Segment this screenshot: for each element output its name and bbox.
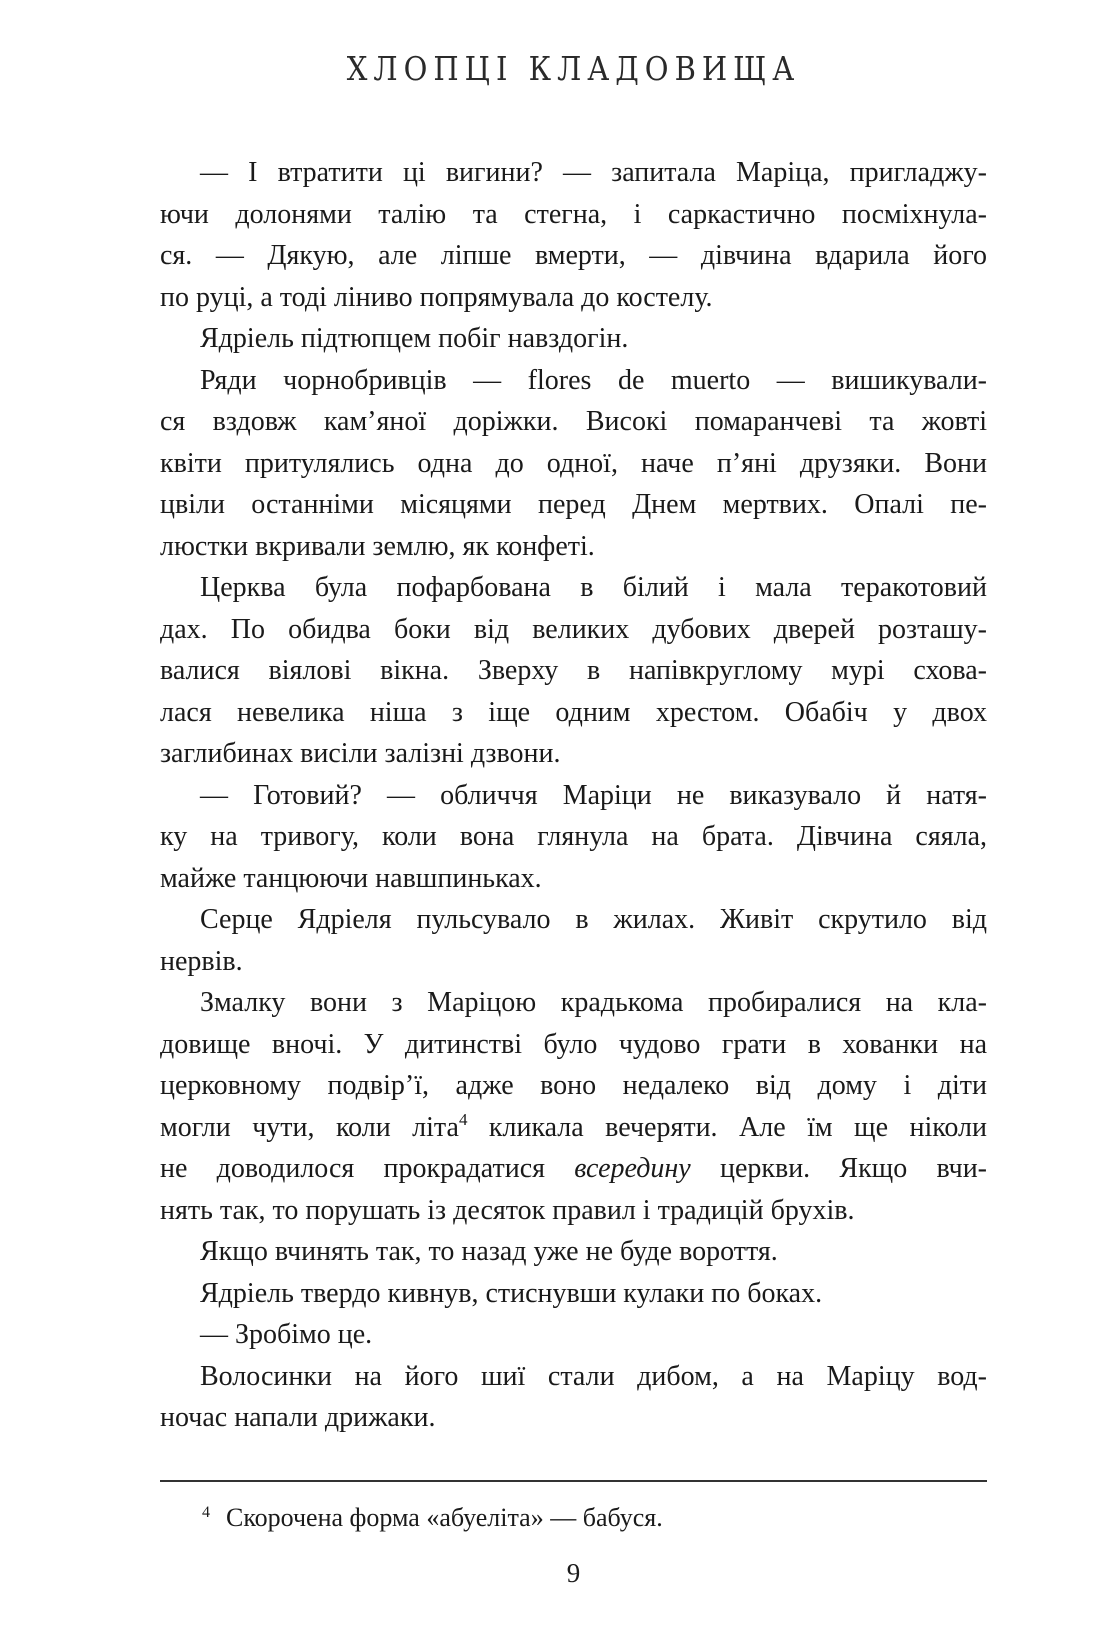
- footnote: [160, 1503, 987, 1533]
- text-line: довище вночі. У дитинстві було чудово грати в хованки на: [160, 1028, 987, 1060]
- text-line: — Зробімо це.: [200, 1319, 373, 1350]
- text-line: майже танцюючи навшпиньках.: [160, 862, 542, 894]
- text-line: ночас напали дрижаки.: [160, 1402, 436, 1433]
- text-line: лася невелика ніша з іще одним хрестом. Обабіч у двох: [160, 696, 987, 728]
- footnote-text: Скорочена форма «абуеліта» — бабуся.: [226, 1503, 663, 1532]
- text-line: Волосинки на його шиї стали дибом, а на Маріцу вод-: [200, 1360, 987, 1392]
- text-line: ся. — Дякую, але ліпше вмерти, — дівчина вдарила його: [160, 240, 987, 271]
- text-line: Якщо вчинять так, то назад уже не буде вороття.: [200, 1236, 778, 1267]
- text-line: Церква була пофарбована в білий і мала теракотовий: [200, 572, 987, 603]
- text-line: квіти притулялись одна до одної, наче п’яні друзяки. Вони: [160, 447, 987, 479]
- text-line: нять так, то порушать із десяток правил і традицій брухів.: [160, 1194, 855, 1226]
- text-line: нервів.: [160, 945, 243, 977]
- text-line: по руці, а тоді ліниво попрямувала до костелу.: [160, 281, 713, 313]
- text-line: Ядріель підтюпцем побіг навздогін.: [200, 323, 629, 354]
- text-line: валися віялові вікна. Зверху в напівкруглому мурі схова-: [160, 655, 987, 686]
- text-line: — І втратити ці вигини? — запитала Маріца, пригладжу-: [200, 157, 987, 188]
- text-line: Серце Ядріеля пульсувало в жилах. Живіт скрутило від: [200, 904, 987, 935]
- text-line: — Готовий? — обличчя Маріци не виказувало й натя-: [200, 779, 987, 811]
- page-number: 9: [566, 1558, 581, 1588]
- text-line: ку на тривогу, коли вона глянула на брата. Дівчина сяяла,: [160, 821, 987, 852]
- text-line: цвіли останніми місяцями перед Днем мертвих. Опалі пе-: [160, 489, 987, 520]
- footnote-rule: [160, 1480, 987, 1482]
- text-line: Ядріель твердо кивнув, стиснувши кулаки по боках.: [200, 1277, 823, 1309]
- body-text: [160, 152, 987, 1439]
- text-line: дах. По обидва боки від великих дубових дверей розташу-: [160, 613, 987, 645]
- footnote-marker: 4: [202, 1504, 210, 1521]
- text-line: Ряди чорнобривців — flores de muerto — вишикували-: [200, 364, 987, 396]
- text-line: могли чути, коли літа4 кликала вечеряти. Але їм ще ніколи: [160, 1109, 987, 1143]
- text-line: Змалку вони з Маріцою крадькома пробиралися на кла-: [200, 987, 987, 1018]
- text-line: ся вздовж кам’яної доріжки. Високі помаранчеві та жовті: [160, 406, 987, 437]
- text-line: церковному подвір’ї, адже воно недалеко від дому і діти: [160, 1070, 987, 1101]
- running-header: ХЛОПЦІ КЛАДОВИЩА: [346, 50, 801, 89]
- text-line: заглибинах висіли залізні дзвони.: [160, 738, 561, 769]
- text-line: не доводилося прокрадатися всередину церкви. Якщо вчи-: [160, 1153, 987, 1184]
- text-line: ючи долонями талію та стегна, і саркастично посміхнула-: [160, 198, 987, 230]
- text-line: люстки вкривали землю, як конфеті.: [160, 530, 595, 562]
